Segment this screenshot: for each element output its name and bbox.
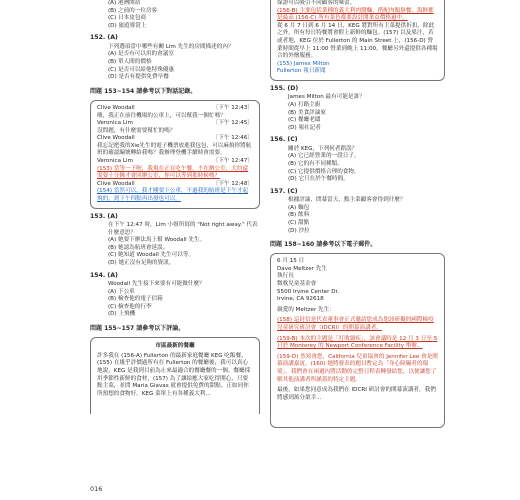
answer-option: (C) 餐廳老闆 [288,117,321,124]
letter-organization: 微軟兒童基金會 [277,281,317,288]
chat-time: 〔下午 12:48〕 [212,180,253,187]
chat-time: 〔下午 12:45〕 [212,120,253,127]
review-text: 從 6 月 7 日到 6 月 14 日，KEG 將對所有主菜提供折扣，除此之外，所有每日特餐將會附上新鮮的麵包。(157) 以及果汁，若或者地，KEG 位於 Fullerton 的 Main Street 上，(156-D) 營業時間從早上 11:00 營業到晚上 11:00，餐廳另外還提供各種場合的外燴服務。 [277,22,438,60]
letter-greeting: 親愛的 Meltzer 先生： [277,306,335,313]
review-signature: (155) James Milton [277,60,330,67]
answer-option: (B) 單人間的價格 [108,58,152,65]
answer-option: (A) 麵包 [288,204,310,211]
answer-option: (D) 它只在於午餐時間。 [288,176,349,183]
question-text: James Milton 最有可能是誰？ [288,94,365,101]
letter-recipient: Dave Meltzer 先生 [277,265,327,272]
chat-message: 我忘記把我的Xie先生的電子機票放進我包包，可以麻煩你將航班的確認編號轉給我嗎？我辦理登機手續時會需要。 [97,142,252,157]
chat-header [97,120,253,128]
answer-option: (D) 上飛機 [108,311,136,318]
chat-message: 沒問題，有什麼需要幫忙的嗎？ [97,127,176,134]
answer-option: (B) 她認為航班會延誤。 [108,244,169,251]
answer-option: (A) 它已經營業的一段日子。 [288,153,360,160]
answer-option: (C) 它提供價格合理的食物。 [288,168,360,175]
letter-recipient-title: 執行長 [277,273,294,280]
right-column [270,0,445,500]
answer-option: (D) 報社記者 [288,124,321,131]
review-box-continued [270,0,445,81]
question-text: 在下午 12:47 時，Lim 小姐所寫的 "Not right away." 代表什麼意思？ [108,222,258,236]
answer-option: (B) 檢查他的電子信箱 [108,296,163,303]
chat-sender: Clive Woodall [97,135,135,142]
review-text-highlight: (156-B) 主要包括業種的義大利肉醬麵、搭配肉類掛餐、海鮮都是最高 (156-C) 所有菜色都要設計開業益價格過中。 [277,7,434,22]
chat-header [97,158,253,166]
letter-paragraph: 最後，如果您同意成為我們在 IDCRI 研討會的開幕演講者，我們將感到萬分榮幸... [277,387,436,401]
letter-date: 6 月 15 日 [277,258,305,265]
answer-option: (A) 打路主廚 [288,101,321,108]
answer-option: (B) 它的有不同種類。 [288,160,343,167]
review-box [90,337,260,414]
answer-option: (C) 甜點 [288,219,310,226]
answer-option: (A) 下公車 [108,288,135,295]
answer-option: (C) 是否可以給他特殊優惠 [108,66,174,73]
q151-option: (C) 日本皮包商 [108,15,147,22]
review-text: 保證可以吸引不同顧客的味蕾。 [277,0,356,6]
answer-option: (A) 是否有可以用的會議室 [108,51,174,58]
chat-sender: Veronica Lim [97,158,133,165]
answer-option: (A) 她要下辦法馬上幫 Woodall 先生。 [108,237,206,244]
question-text: 下列選項當中哪些有關 Lim 先生的房間描述的內？ [108,43,234,50]
review-signature: Fullerton 報日新聞 [277,68,326,75]
answer-option: (C) 檢查他的行李 [108,303,152,310]
chat-time: 〔下午 12:43〕 [212,104,253,111]
chat-message-highlight: (154) 當然可以，我才剛要下公車，不過我的航班是下午才起飛的，到下午四點再出發也可以。 [97,188,249,203]
page-number: 016 [90,485,103,494]
letter-city: Irvine, CA 92618 [277,296,324,303]
section-heading: 問題 158~160 請參考以下電子郵件。 [270,241,377,249]
question-number: 152. (A) [90,34,118,42]
answer-option: (C) 她知道 Woodall 先生可以等。 [108,252,195,259]
letter-street: 5500 Irvine Center Dr. [277,288,340,295]
question-text: Woodall 先生接下來要有可能做什麼？ [108,281,205,288]
review-title: 市區最新的餐廳 [155,343,195,350]
chat-sender: Clive Woodall [97,180,135,187]
question-number: 154. (A) [90,271,118,279]
q151-option: (B) 之前的一位房客 [108,7,158,14]
letter-paragraph-highlight: (158) 這封信是代表董事會正式邀請您成為您該研擬的國際檢疫兒童研究研討會（IDCRI）的開幕演講者。 [277,317,434,332]
left-column [90,0,260,500]
question-text: 關於 KEG，下列何者錯誤？ [288,145,358,152]
chat-log-box [90,100,260,209]
letter-box [270,253,445,428]
answer-option: (B) 美食評論家 [288,109,326,116]
chat-header [97,135,253,143]
answer-option: (D) 她正沒有足夠的資訊。 [108,260,175,267]
chat-sender: Veronica Lim [97,120,133,127]
question-text: 根據評論，問幕當天，點主菜顧客會得到什麼？ [288,197,406,204]
letter-paragraph-highlight: (159-B) 本次的主題是「打敗細疾」，該會議時是 12 月 3 日至 5 日於 Monterey 的 Newport Conference Facility 舉辦。 [277,335,438,350]
question-number: 153. (A) [90,212,118,220]
answer-option: (D) 是否有提供免費早餐 [108,74,169,81]
section-heading: 問題 153~154 請參考以下對話記錄。 [90,87,197,95]
chat-message-highlight: (153) 當等一下喔，我現在正在吃午餐，不在辦公室，大約還需要十分鐘才會回辦公室，你可以等到那時候嗎？ [97,165,249,180]
question-number: 155. (D) [270,84,299,92]
q151-option: (D) 旅遊導賞上 [108,22,147,29]
question-number: 157. (C) [270,187,298,195]
chat-message: 嗨，我正在前往機場的公車上，可以幫我一個忙嗎？ [97,112,226,119]
section-heading: 問題 155~157 請參考以下評論。 [90,325,185,333]
chat-sender: Clive Woodall [97,104,135,111]
chat-time: 〔下午 12:46〕 [212,135,253,142]
answer-option: (B) 飲料 [288,212,310,219]
chat-header [97,105,253,113]
chat-time: 〔下午 12:47〕 [212,158,253,165]
question-number: 156. (C) [270,136,298,144]
letter-paragraph-highlight: (159-D) 然知會您，California 兒童協會的 Jennifer Lee 會是開幕演講嘉賓，(160) 她將發表的題目暫定為「身心障礙者的環境」。我們會在兩週內將活動的完整日程表轉發給您，以便讓您了解其他演講者所涵蓋的特定主題。 [277,353,438,383]
review-text: 許多我在 (156-A) Fullerton 的最新家庭餐廳 KEG 吃飯餐，(155) 在幾乎評價過所有在 Fullerton 的餐廳後，我可以真心地說，KEG 是我到目前為止來最適合的餐廳餐的一個。餐廳採用季節性新鮮的食材，(157) 為了讓給應大家吃得開心，只要點主菜，並問 Maria Giavas 就會提供免費的甜點。正如同你所預想的食物好，KEG 菜單上有各種義大利... [97,352,251,397]
q151-option: (A) 港灣開站 [108,0,141,6]
answer-option: (D) 沙拉 [288,227,310,234]
